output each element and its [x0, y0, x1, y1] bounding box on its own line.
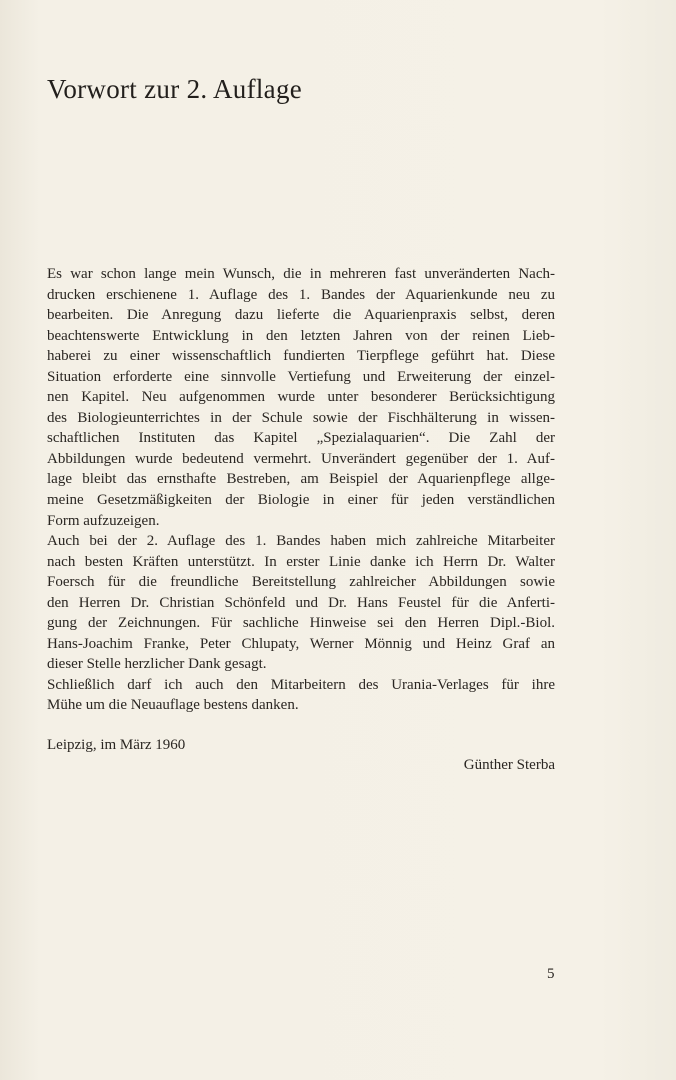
text-line: Hans-Joachim Franke, Peter Chlupaty, Werner Mönnig und Heinz Graf an: [47, 635, 555, 652]
text-line: haberei zu einer wissenschaftlich fundierten Tierpflege geführt hat. Diese: [47, 348, 555, 365]
text-line: lage bleibt das ernsthafte Bestreben, am Beispiel der Aquarienpflege allge-: [47, 471, 555, 488]
text-line: nen Kapitel. Neu aufgenommen wurde unter besonderer Berücksichtigung: [47, 389, 555, 406]
text-line: meine Gesetzmäßigkeiten der Biologie in einer für jeden verständlichen: [47, 492, 555, 509]
text-line: drucken erschienene 1. Auflage des 1. Bandes der Aquarienkunde neu zu: [47, 286, 555, 303]
page-number: 5: [547, 966, 555, 982]
page-title: Vorwort zur 2. Auflage: [47, 74, 303, 104]
preface-body: [47, 264, 555, 716]
place-date: Leipzig, im März 1960: [47, 737, 186, 753]
paragraph: [47, 531, 555, 675]
text-line: Mühe um die Neuauflage bestens danken.: [47, 697, 299, 714]
paragraph: [47, 675, 555, 716]
text-line: Foersch für die freundliche Bereitstellung zahlreicher Abbildungen sowie: [47, 574, 555, 591]
text-line: Abbildungen wurde bedeutend vermehrt. Unverändert gegenüber der 1. Auf-: [47, 450, 555, 467]
paragraph: [47, 264, 555, 531]
text-line: Es war schon lange mein Wunsch, die in mehreren fast unveränderten Nach-: [47, 266, 555, 282]
text-line: Situation erforderte eine sinnvolle Vertiefung und Erweiterung der einzel-: [47, 368, 555, 385]
text-line: schaftlichen Instituten das Kapitel „Spezialaquarien“. Die Zahl der: [47, 430, 555, 447]
text-line: dieser Stelle herzlicher Dank gesagt.: [47, 656, 267, 673]
text-line: des Biologieunterrichtes in der Schule sowie der Fischhälterung in wissen-: [47, 409, 555, 426]
text-line: Schließlich darf ich auch den Mitarbeitern des Urania-Verlages für ihre: [47, 676, 555, 693]
text-line: den Herren Dr. Christian Schönfeld und Dr. Hans Feustel für die Anferti-: [47, 594, 555, 611]
text-line: bearbeiten. Die Anregung dazu lieferte die Aquarienpraxis selbst, deren: [47, 307, 555, 324]
text-line: gung der Zeichnungen. Für sachliche Hinweise sei den Herren Dipl.-Biol.: [47, 615, 555, 632]
text-line: Form aufzuzeigen.: [47, 512, 160, 529]
text-line: Auch bei der 2. Auflage des 1. Bandes haben mich zahlreiche Mitarbeiter: [47, 533, 555, 550]
text-line: nach besten Kräften unterstützt. In erster Linie danke ich Herrn Dr. Walter: [47, 553, 555, 570]
author-signature: Günther Sterba: [463, 757, 555, 773]
text-line: beachtenswerte Entwicklung in den letzten Jahren von der reinen Lieb-: [47, 327, 555, 344]
